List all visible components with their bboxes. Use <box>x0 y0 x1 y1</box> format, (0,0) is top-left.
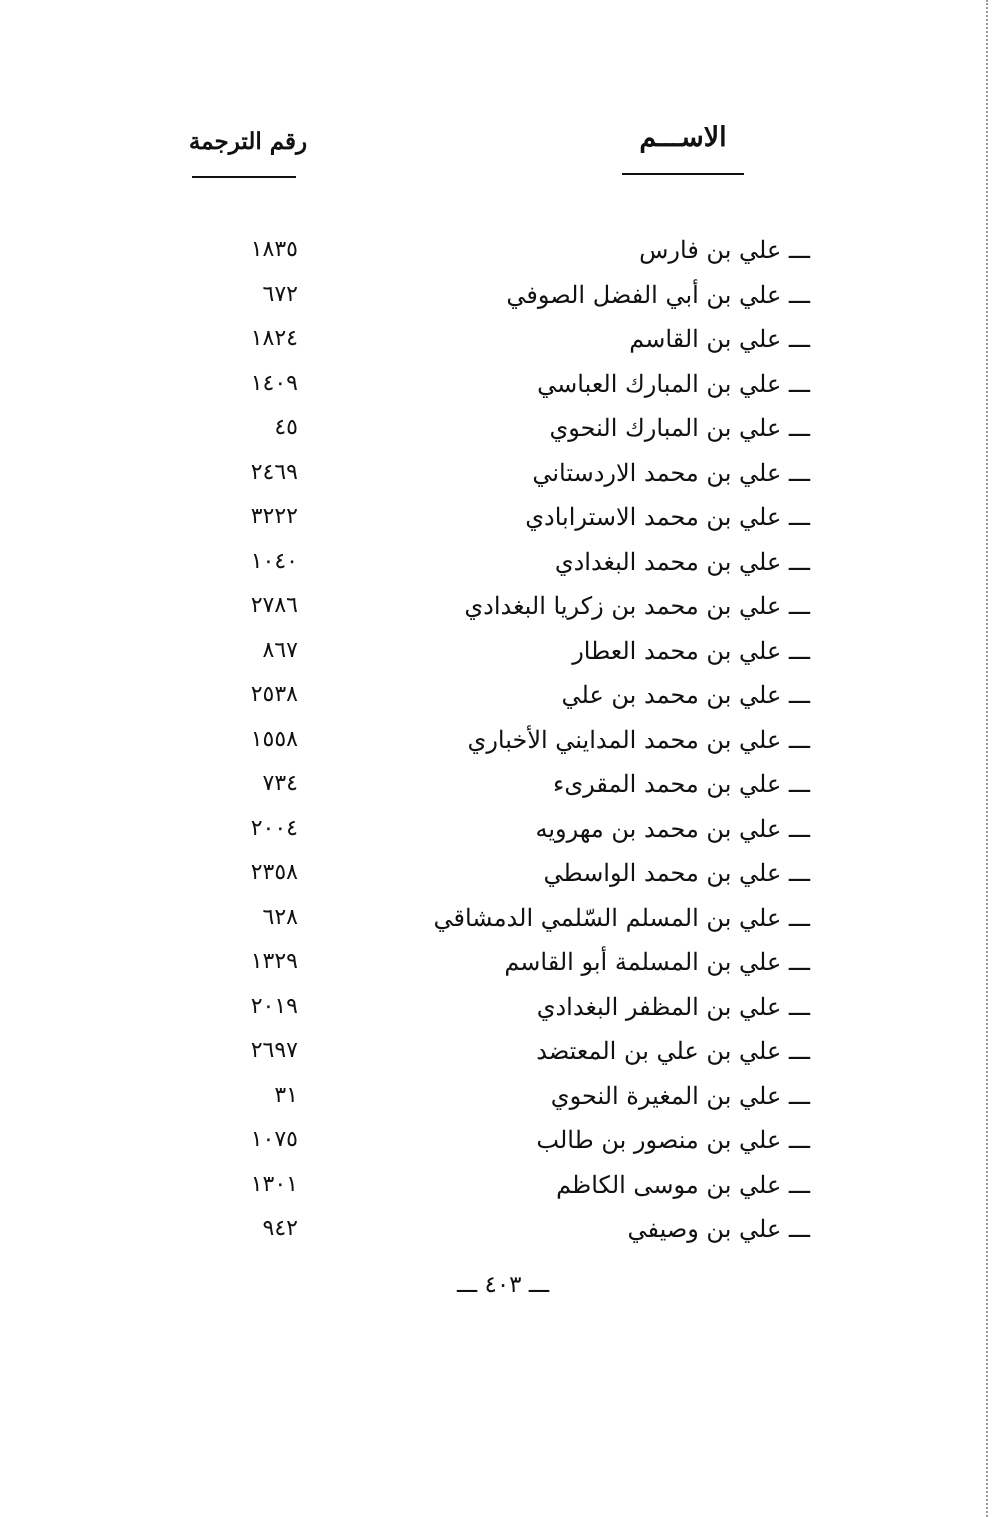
entry-number: ١٣٢٩ <box>250 949 298 974</box>
entry-number: ٦٧٢ <box>262 281 298 307</box>
index-entry <box>0 1029 1006 1074</box>
entry-number: ١٨٢٤ <box>250 326 298 351</box>
entry-name: ـــ علي بن المسلم السّلمي الدمشاقي <box>433 903 810 932</box>
number-column-underline <box>192 176 296 178</box>
entry-name: ـــ علي بن أبي الفضل الصوفي <box>506 280 810 309</box>
index-entry <box>0 584 1006 629</box>
entry-number: ١٣٠١ <box>250 1171 298 1197</box>
entry-name: ـــ علي بن محمد بن مهرويه <box>535 814 810 843</box>
entry-name: ـــ علي بن وصيفي <box>627 1215 810 1243</box>
index-entry <box>0 317 1006 362</box>
index-entry <box>0 896 1006 941</box>
entry-number: ٢٠١٩ <box>250 993 298 1019</box>
name-column-underline <box>622 173 744 175</box>
number-column-header: رقم الترجمة <box>188 128 308 155</box>
entry-number: ٩٤٢ <box>262 1216 298 1241</box>
entry-number: ٤٥ <box>274 415 298 440</box>
entry-name: ـــ علي بن محمد العطار <box>572 636 810 665</box>
entry-number: ٧٣٤ <box>262 771 298 796</box>
entry-number: ١٤٠٩ <box>250 370 298 396</box>
entry-name: ـــ علي بن محمد المدايني الأخباري <box>467 725 810 754</box>
index-entry <box>0 451 1006 496</box>
entry-name: ـــ علي بن منصور بن طالب <box>536 1126 810 1154</box>
entry-name: ـــ علي بن محمد الواسطي <box>543 859 810 887</box>
entry-number: ٨٦٧ <box>262 637 298 663</box>
index-entry <box>0 1207 1006 1252</box>
entry-number: ٦٢٨ <box>262 904 298 930</box>
index-entry <box>0 940 1006 985</box>
index-entry-list <box>0 228 1006 1252</box>
entry-name: ـــ علي بن القاسم <box>629 325 810 353</box>
entry-number: ٣١ <box>274 1082 298 1108</box>
entry-number: ١٠٤٠ <box>250 548 298 574</box>
index-entry <box>0 673 1006 718</box>
index-entry <box>0 1074 1006 1119</box>
entry-number: ٢٧٨٦ <box>250 593 298 618</box>
entry-name: ـــ علي بن موسى الكاظم <box>556 1170 810 1199</box>
entry-number: ٢٦٩٧ <box>250 1038 298 1063</box>
name-column-header: الاســـم <box>639 122 727 153</box>
index-entry <box>0 1163 1006 1208</box>
entry-name: ـــ علي بن محمد بن زكريا البغدادي <box>464 592 810 620</box>
entry-number: ٢٤٦٩ <box>250 459 298 485</box>
entry-name: ـــ علي بن المبارك العباسي <box>537 369 810 398</box>
index-entry <box>0 629 1006 674</box>
index-entry <box>0 228 1006 273</box>
entry-number: ٢٠٠٤ <box>250 815 298 841</box>
index-entry <box>0 540 1006 585</box>
index-entry <box>0 851 1006 896</box>
index-entry <box>0 762 1006 807</box>
entry-name: ـــ علي بن محمد بن علي <box>561 681 810 709</box>
entry-name: ـــ علي بن علي بن المعتضد <box>536 1037 810 1065</box>
index-entry <box>0 273 1006 318</box>
index-entry <box>0 807 1006 852</box>
entry-name: ـــ علي بن المبارك النحوي <box>549 414 810 442</box>
index-entry <box>0 718 1006 763</box>
index-entry <box>0 985 1006 1030</box>
index-entry <box>0 495 1006 540</box>
entry-name: ـــ علي بن المظفر البغدادي <box>536 992 810 1021</box>
entry-number: ١٥٥٨ <box>250 726 298 752</box>
entry-number: ٣٢٢٢ <box>250 504 298 529</box>
entry-number: ١٠٧٥ <box>250 1127 298 1152</box>
entry-name: ـــ علي بن فارس <box>639 236 810 264</box>
entry-number: ٢٥٣٨ <box>250 682 298 707</box>
index-entry <box>0 406 1006 451</box>
entry-name: ـــ علي بن المسلمة أبو القاسم <box>504 948 810 976</box>
page-number: ـــ ٤٠٣ ـــ <box>456 1272 550 1298</box>
entry-number: ٢٣٥٨ <box>250 860 298 885</box>
entry-name: ـــ علي بن محمد الاسترابادي <box>525 503 810 531</box>
entry-name: ـــ علي بن محمد البغدادي <box>554 547 810 576</box>
entry-name: ـــ علي بن المغيرة النحوي <box>550 1081 810 1110</box>
index-entry <box>0 1118 1006 1163</box>
entry-name: ـــ علي بن محمد المقرىء <box>553 770 810 798</box>
index-entry <box>0 362 1006 407</box>
entry-name: ـــ علي بن محمد الاردستاني <box>532 458 810 487</box>
entry-number: ١٨٣٥ <box>250 237 298 262</box>
